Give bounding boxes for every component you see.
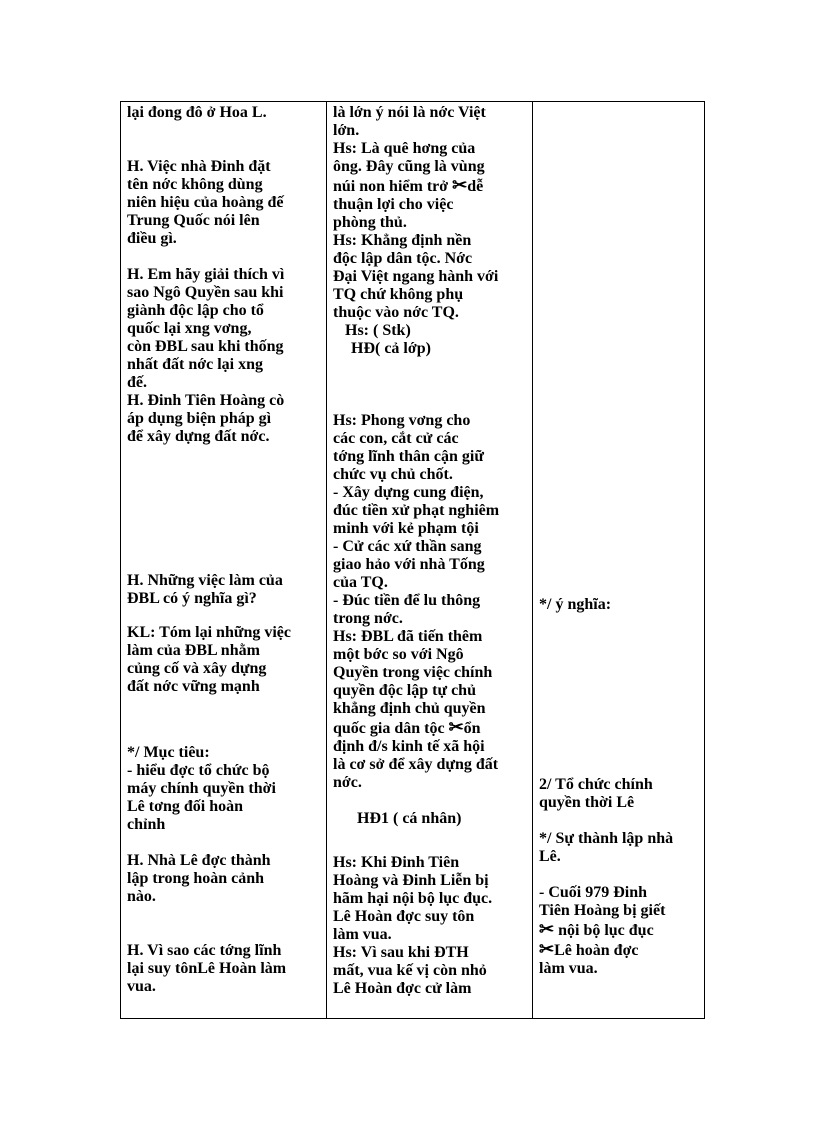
answer-text: dễ xyxy=(467,178,484,195)
question-block: H. Nhà Lê đợc thành lập trong hoàn cảnh nào. xyxy=(127,852,271,905)
note-text: Lê hoàn đợc làm vua. xyxy=(539,942,639,977)
note-block xyxy=(539,884,698,978)
table-row xyxy=(121,102,705,1019)
activity-label: HĐ( cả lớp) xyxy=(351,340,431,357)
question-block: H. Vì sao các tớng lĩnh lại suy tônLê Hoàn làm vua. xyxy=(127,942,287,995)
scissors-icon: ✂ xyxy=(448,717,464,737)
note-text: - Cuối 979 Đinh Tiên Hoàng bị giết xyxy=(539,884,666,919)
answer-block xyxy=(333,412,526,738)
section-heading: */ ý nghĩa: xyxy=(539,596,612,613)
text-block: lại đong đô ở Hoa L. xyxy=(127,104,267,121)
answer-block: thuận lợi cho việc phòng thủ. Hs: Khẳng định nền độc lập dân tộc. Nớc Đại Việt ngang hành với TQ chứ không phụ thuộc vào nớc TQ. xyxy=(333,196,499,321)
answer-block: Hs: Khi Đinh Tiên Hoàng và Đinh Liễn bị hãm hại nội bộ lục đục. Lê Hoàn đợc suy tôn làm vua. Hs: Vì sau khi ĐTH mất, vua kế vị còn nhỏ Lê Hoàn đợc cử làm xyxy=(333,854,493,997)
note-text: nội bộ lục đục xyxy=(554,922,654,939)
objective-block: */ Mục tiêu: - hiểu đợc tổ chức bộ máy chính quyền thời Lê tơng đối hoàn chỉnh xyxy=(127,744,276,833)
scissors-icon: ✂ xyxy=(539,919,555,939)
conclusion-block: KL: Tóm lại những việc làm của ĐBL nhằm củng cố và xây dựng đất nớc vững mạnh xyxy=(127,624,291,695)
scissors-icon: ✂ xyxy=(539,939,555,959)
student-answers-column xyxy=(327,102,533,1019)
question-block: H. Những việc làm của ĐBL có ý nghĩa gì? xyxy=(127,572,283,607)
teacher-questions-column xyxy=(121,102,327,1019)
answer-block: định đ/s kinh tế xã hội là cơ sở để xây dựng đất nớc. xyxy=(333,738,499,791)
answer-text: Hs: Phong vơng cho các con, cắt cử các tớng lĩnh thân cận giữ chức vụ chủ chốt. - Xây dựng cung điện, đúc tiền xử phạt nghiêm minh với kẻ phạm tội - Cử các xứ thần sang giao hảo với nhà Tống của TQ. - Đúc tiền để lu thông trong nớc. Hs: ĐBL đã tiến thêm một bớc so với Ngô Quyền trong việc chính quyền độc lập tự chủ khẳng định chủ quyền quốc gia dân tộc xyxy=(333,412,500,737)
question-block: H. Em hãy giải thích vì sao Ngô Quyền sau khi giành độc lập cho tổ quốc lại xng vơng, còn ĐBL sau khi thống nhất đất nớc lại xng đế. xyxy=(127,266,285,391)
answer-ref: Hs: ( Stk) xyxy=(345,322,411,339)
lesson-table xyxy=(120,101,705,1019)
section-heading: */ Sự thành lập nhà Lê. xyxy=(539,830,674,865)
question-block: H. Việc nhà Đinh đặt tên nớc không dùng niên hiệu của hoàng đế Trung Quốc nói lên điều gì. xyxy=(127,158,284,247)
activity-label: HĐ1 ( cá nhân) xyxy=(357,810,462,827)
question-block: H. Đinh Tiên Hoàng cò áp dụng biện pháp gì để xây dựng đất nớc. xyxy=(127,392,285,445)
answer-text: ổn xyxy=(463,720,481,737)
scissors-icon: ✂ xyxy=(452,175,468,195)
answer-text: là lớn ý nói là nớc Việt lớn. Hs: Là quê hơng của ông. Đây cũng là vùng núi non hiểm trở xyxy=(333,104,486,195)
section-heading: 2/ Tổ chức chính quyền thời Lê xyxy=(539,776,653,811)
notes-column xyxy=(533,102,705,1019)
answer-block xyxy=(333,104,526,196)
